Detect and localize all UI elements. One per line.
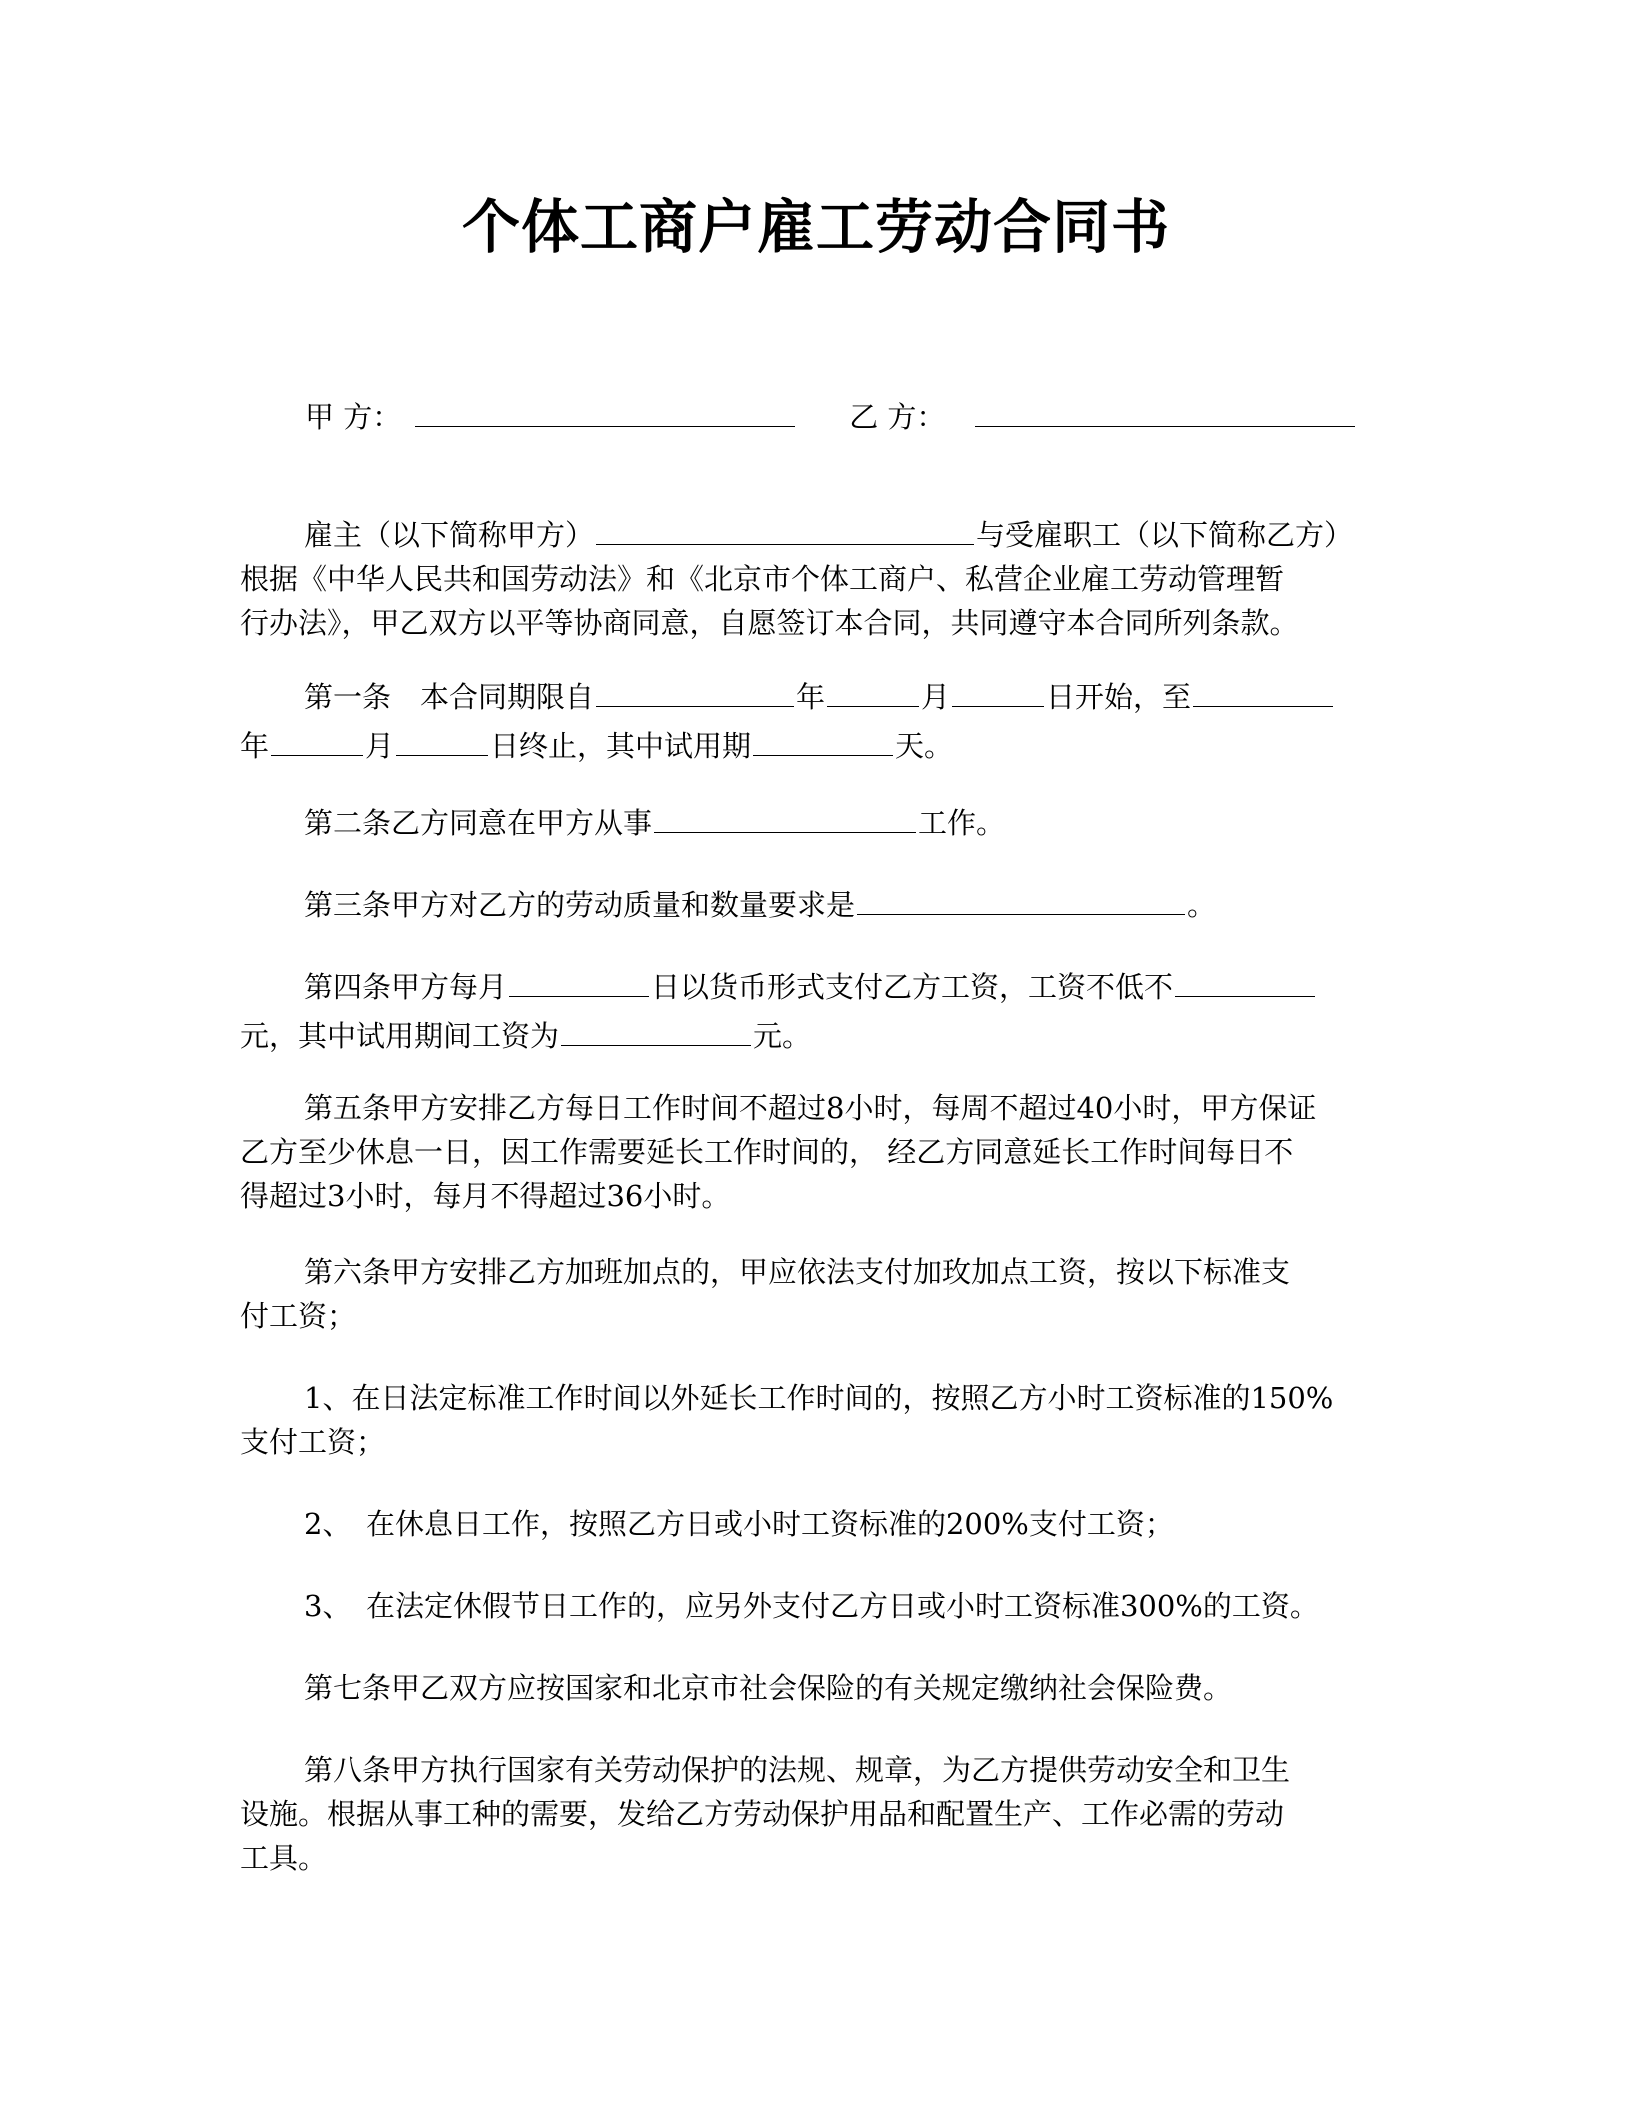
item-1-line-2: 支付工资； — [240, 1425, 386, 1459]
preamble-paragraph — [240, 508, 1385, 645]
article-1-text-f: 月 — [365, 729, 395, 763]
party-a-blank — [415, 390, 795, 427]
article-1-text-a: 第一条 本合同期限自 — [304, 680, 595, 714]
job-type-blank — [654, 796, 916, 833]
quality-requirement-blank — [857, 878, 1185, 915]
article-1-text-d: 日开始，至 — [1046, 680, 1192, 714]
article-6-line-2: 付工资； — [240, 1299, 357, 1333]
item-1-line-1: 1、在日法定标准工作时间以外延长工作时间的，按照乙方小时工资标准的150% — [304, 1381, 1334, 1415]
article-2-text-b: 工作。 — [918, 806, 1006, 840]
item-2-line: 2、 在休息日工作，按照乙方日或小时工资标准的200%支付工资； — [304, 1507, 1174, 1541]
article-8-line-3: 工具。 — [240, 1841, 328, 1875]
parties-line — [305, 390, 1405, 436]
article-1-text-b: 年 — [796, 680, 826, 714]
item-3 — [240, 1584, 1385, 1628]
article-8-line-2: 设施。根据从事工种的需要，发给乙方劳动保护用品和配置生产、工作必需的劳动 — [240, 1797, 1285, 1831]
preamble-text-4: 行办法》，甲乙双方以平等协商同意，自愿签订本合同，共同遵守本合同所列条款。 — [240, 606, 1299, 640]
party-b-blank — [975, 390, 1355, 427]
probation-wage-blank — [561, 1009, 751, 1046]
employer-name-blank — [596, 508, 974, 545]
preamble-text-3: 根据《中华人民共和国劳动法》和《北京市个体工商户、私营企业雇工劳动管理暂 — [240, 562, 1285, 596]
article-2 — [240, 796, 1385, 845]
article-7 — [240, 1666, 1385, 1710]
article-5-line-2: 乙方至少休息一日，因工作需要延长工作时间的， 经乙方同意延长工作时间每日不 — [240, 1135, 1294, 1169]
article-2-text-a: 第二条乙方同意在甲方从事 — [304, 806, 653, 840]
item-1 — [240, 1376, 1385, 1464]
article-4-text-d: 元。 — [753, 1019, 812, 1053]
article-1 — [240, 670, 1385, 768]
party-a-label: 甲 方： — [305, 400, 402, 434]
article-5-line-3: 得超过3小时，每月不得超过36小时。 — [240, 1179, 731, 1213]
item-3-line: 3、 在法定休假节日工作的，应另外支付乙方日或小时工资标准300%的工资。 — [304, 1589, 1319, 1623]
article-6-line-1: 第六条甲方安排乙方加班加点的，甲应依法支付加玫加点工资，按以下标准支 — [304, 1255, 1291, 1289]
article-4-text-b: 日以货币形式支付乙方工资，工资不低不 — [651, 970, 1174, 1004]
probation-days-blank — [753, 719, 893, 756]
article-1-text-c: 月 — [921, 680, 951, 714]
end-year-blank — [1193, 670, 1333, 707]
article-3 — [240, 878, 1385, 927]
payday-blank — [509, 960, 649, 997]
article-8-line-1: 第八条甲方执行国家有关劳动保护的法规、规章，为乙方提供劳动安全和卫生 — [304, 1753, 1291, 1787]
article-4-text-a: 第四条甲方每月 — [304, 970, 508, 1004]
article-5-line-1: 第五条甲方安排乙方每日工作时间不超过8小时，每周不超过40小时，甲方保证 — [304, 1091, 1317, 1125]
article-1-text-h: 天。 — [895, 729, 954, 763]
start-year-blank — [596, 670, 794, 707]
article-3-text-b: 。 — [1187, 888, 1217, 922]
end-month-blank — [271, 719, 363, 756]
document-title: 个体工商户雇工劳动合同书 — [461, 193, 1170, 261]
end-day-blank — [396, 719, 488, 756]
article-4 — [240, 960, 1385, 1058]
item-2 — [240, 1502, 1385, 1546]
start-month-blank — [827, 670, 919, 707]
start-day-blank — [952, 670, 1044, 707]
article-3-text-a: 第三条甲方对乙方的劳动质量和数量要求是 — [304, 888, 856, 922]
preamble-text-1: 雇主（以下简称甲方） — [304, 518, 595, 552]
article-6 — [240, 1250, 1385, 1338]
min-wage-blank — [1175, 960, 1315, 997]
article-5 — [240, 1086, 1385, 1218]
article-1-text-g: 日终止，其中试用期 — [490, 729, 752, 763]
article-8 — [240, 1748, 1385, 1880]
article-4-text-c: 元，其中试用期间工资为 — [240, 1019, 560, 1053]
party-b-label: 乙 方： — [849, 400, 946, 434]
article-1-text-e: 年 — [240, 729, 270, 763]
article-7-line: 第七条甲乙双方应按国家和北京市社会保险的有关规定缴纳社会保险费。 — [304, 1671, 1233, 1705]
preamble-text-2: 与受雇职工（以下简称乙方） — [976, 518, 1354, 552]
